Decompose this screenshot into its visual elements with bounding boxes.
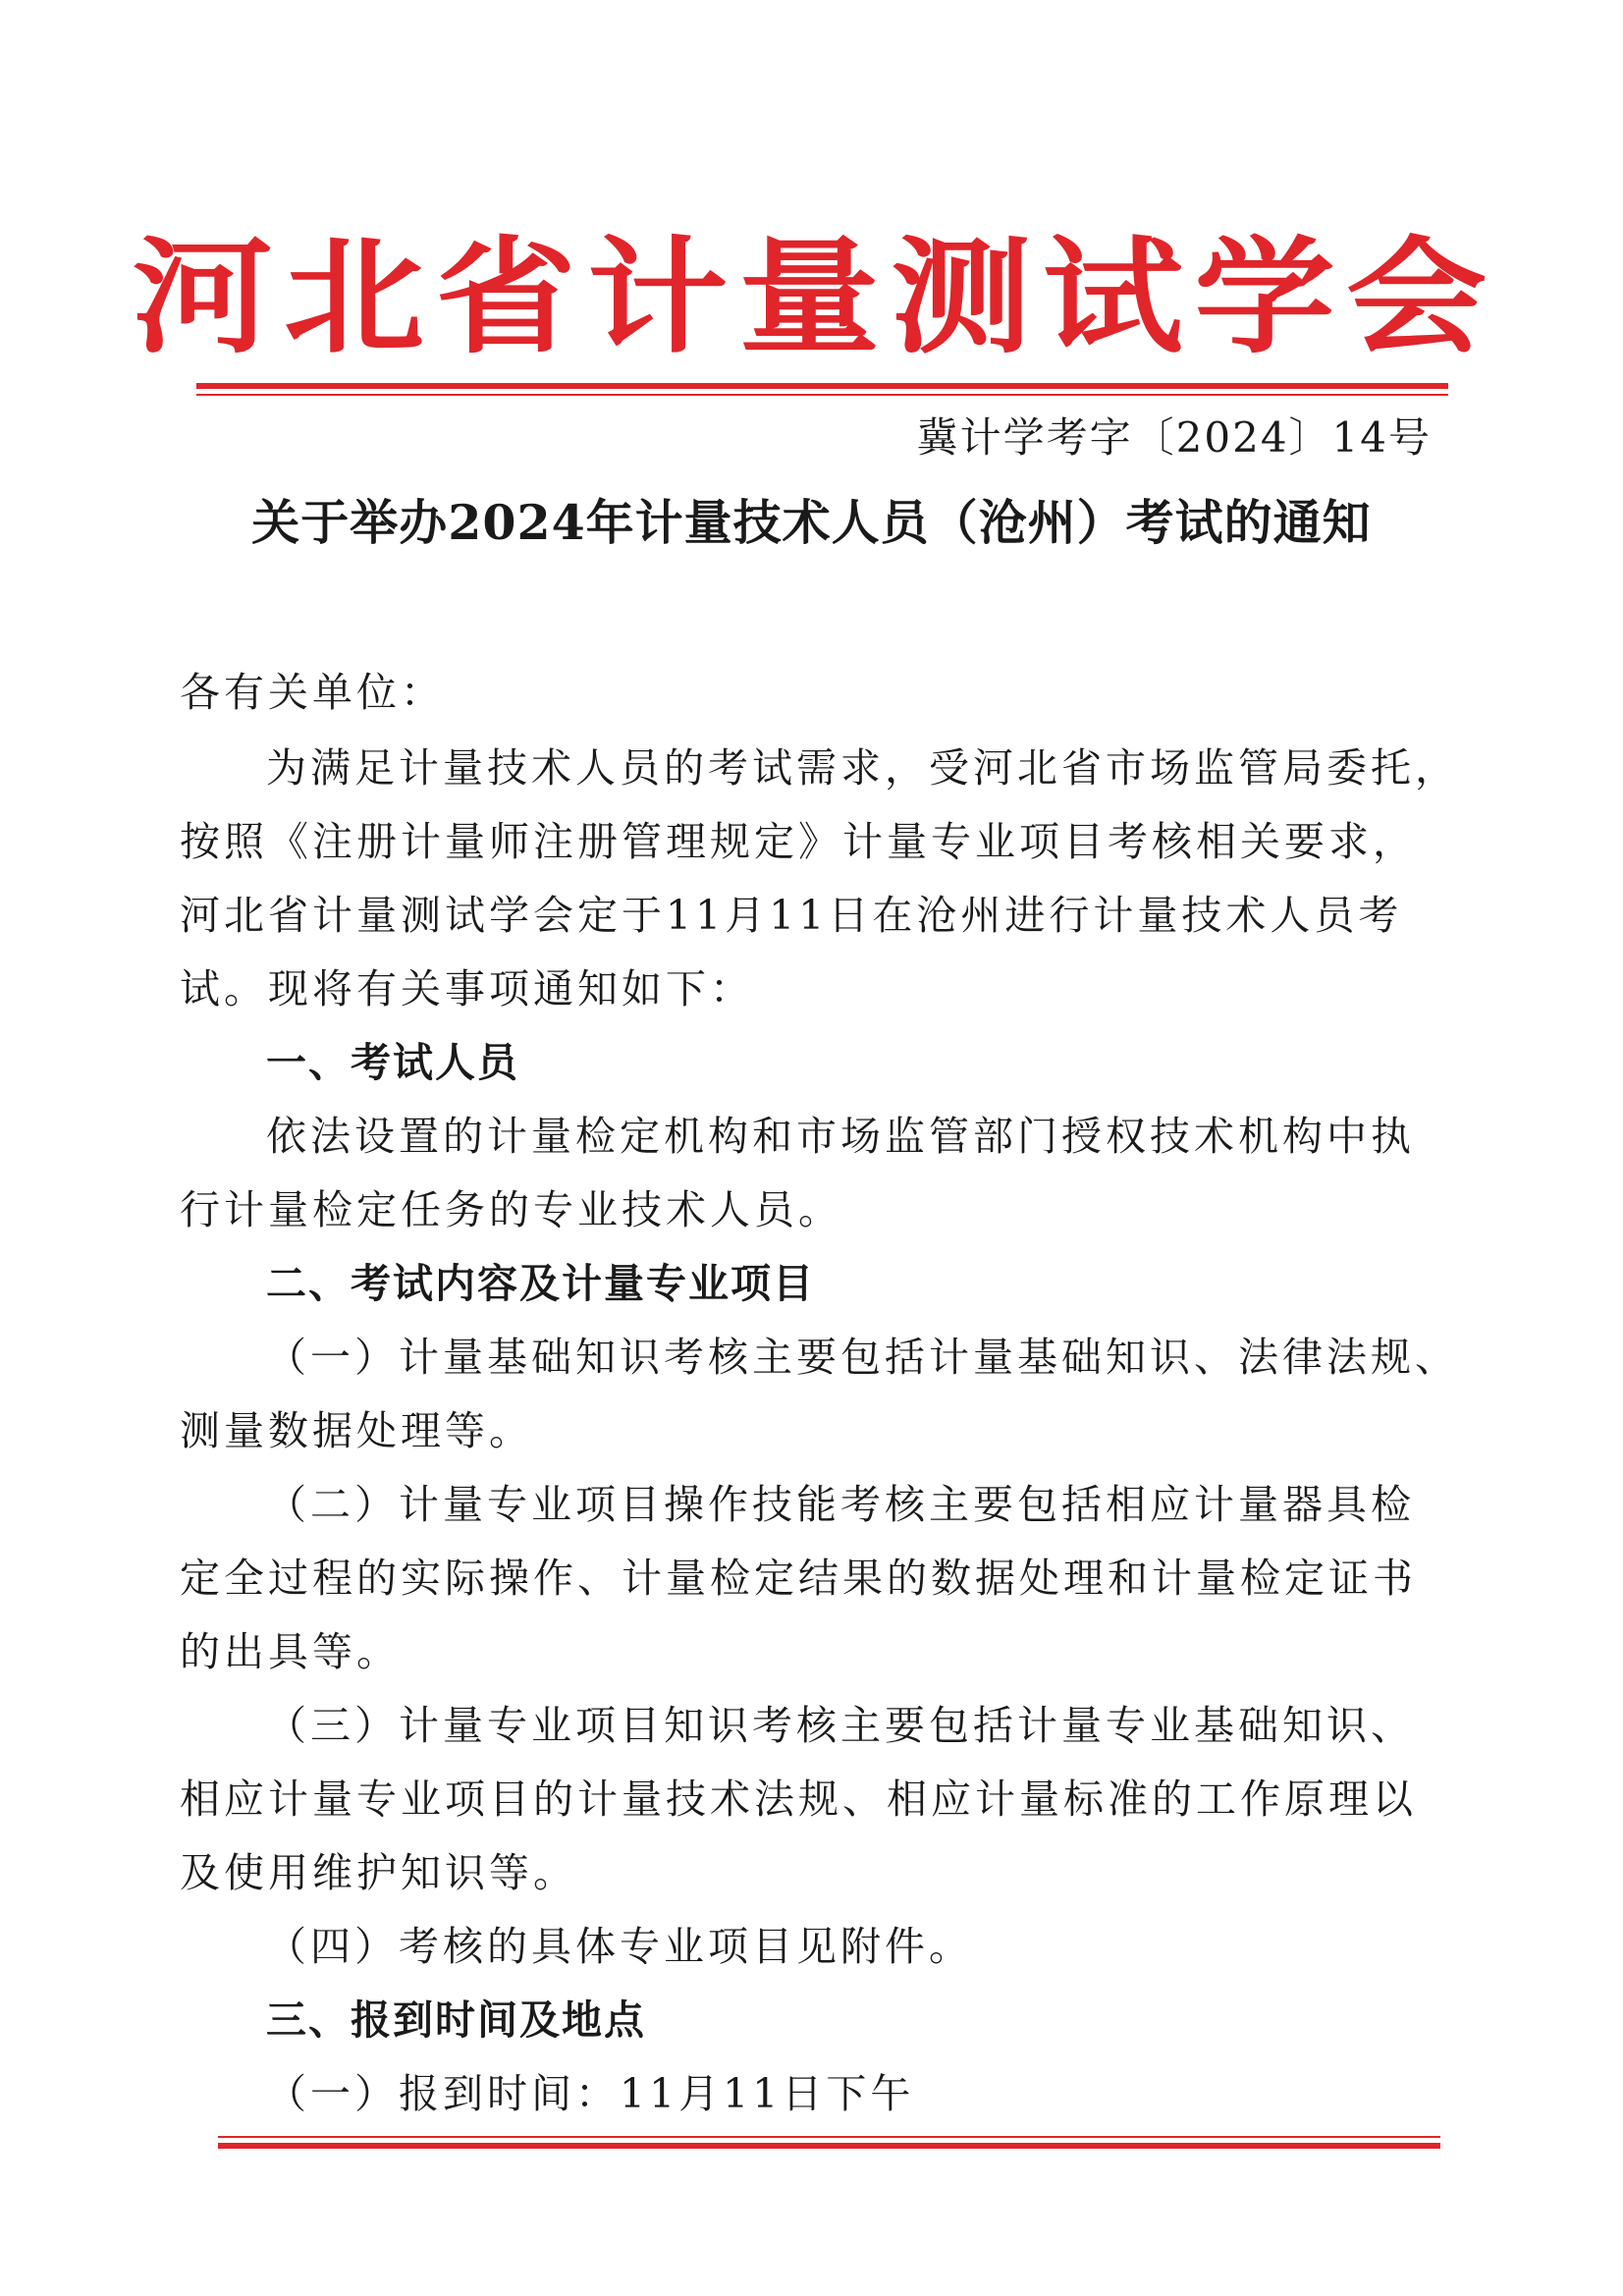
intro-line-3: 河北省计量测试学会定于11月11日在沧州进行计量技术人员考 bbox=[180, 892, 1403, 939]
section2-item1-line-2: 测量数据处理等。 bbox=[180, 1407, 533, 1454]
section2-item2-line-2: 定全过程的实际操作、计量检定结果的数据处理和计量检定证书 bbox=[180, 1555, 1417, 1602]
intro-line-4: 试。现将有关事项通知如下： bbox=[180, 965, 754, 1012]
section2-item3-line-2: 相应计量专业项目的计量技术法规、相应计量标准的工作原理以 bbox=[180, 1776, 1417, 1823]
salutation: 各有关单位： bbox=[180, 669, 445, 716]
footer-rule-thin bbox=[218, 2136, 1440, 2138]
section1-heading: 一、考试人员 bbox=[266, 1039, 519, 1086]
letterhead-rule-thin bbox=[196, 394, 1448, 396]
section2-item3-line-1: （三）计量专业项目知识考核主要包括计量专业基础知识、 bbox=[266, 1702, 1415, 1749]
section2-item2-line-1: （二）计量专业项目操作技能考核主要包括相应计量器具检 bbox=[266, 1481, 1415, 1528]
section2-item2-line-3: 的出具等。 bbox=[180, 1628, 401, 1675]
section3-heading: 三、报到时间及地点 bbox=[266, 1996, 646, 2044]
section2-heading: 二、考试内容及计量专业项目 bbox=[266, 1260, 815, 1307]
intro-line-2: 按照《注册计量师注册管理规定》计量专业项目考核相关要求， bbox=[180, 818, 1417, 865]
section2-item4: （四）考核的具体专业项目见附件。 bbox=[266, 1923, 973, 1970]
section1-line-2: 行计量检定任务的专业技术人员。 bbox=[180, 1186, 842, 1233]
letterhead-org-name: 河北省计量测试学会 bbox=[132, 224, 1498, 371]
footer-rule-thick bbox=[218, 2143, 1440, 2149]
section3-item1: （一）报到时间：11月11日下午 bbox=[266, 2070, 915, 2117]
section2-item3-line-3: 及使用维护知识等。 bbox=[180, 1849, 577, 1896]
section2-item1-line-1: （一）计量基础知识考核主要包括计量基础知识、法律法规、 bbox=[266, 1334, 1459, 1381]
section1-line-1: 依法设置的计量检定机构和市场监管部门授权技术机构中执 bbox=[266, 1113, 1415, 1160]
notice-title: 关于举办2024年计量技术人员（沧州）考试的通知 bbox=[251, 494, 1372, 551]
intro-line-1: 为满足计量技术人员的考试需求，受河北省市场监管局委托， bbox=[266, 744, 1459, 792]
letterhead-rule-thick bbox=[196, 383, 1448, 389]
document-number: 冀计学考字〔2024〕14号 bbox=[916, 413, 1432, 462]
